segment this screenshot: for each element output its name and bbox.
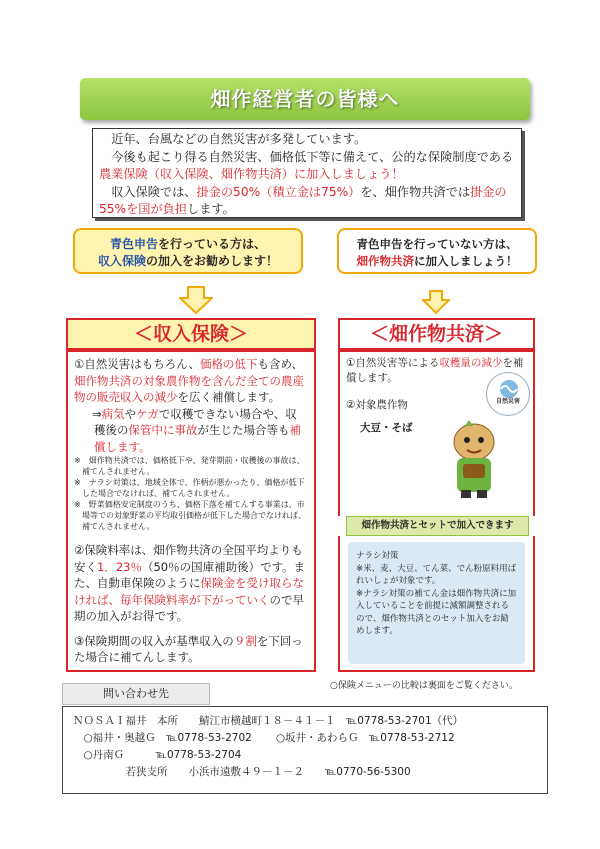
narashi-note: ※ナラシ対策の補てん金は畑作物共済に加入していることを前提に減額調整されるので、畑作物共済とのセット加入をお勧めします。 (356, 588, 517, 636)
arrow-down-icon (179, 286, 213, 314)
arrow-down-icon (422, 290, 450, 314)
intro-line: 今後も起こり得る自然災害、価格低下等に備えて、公的な保険制度である農業保険（収入保険、畑作物共済）に加入しましょう！ (99, 149, 514, 181)
intro-line: 近年、台風などの自然災害が多発しています。 (111, 132, 367, 146)
badge-label: 自然災害 (495, 398, 520, 405)
contact-box (62, 706, 548, 794)
income-point-3: ③保険期間の収入が基準収入の９割を下回った場合に補てんします。 (74, 633, 303, 664)
narashi-note: ※米、麦、大豆、てん菜、でん粉原料用ばれいしょが対象です。 (356, 563, 517, 586)
income-insurance-panel (66, 350, 316, 672)
page-title: 畑作経営者の皆様へ (210, 87, 400, 111)
income-point-1-detail: ⇒病気やケガで収穫できない場合や、収穫後の保管中に事故が生じた場合等も補償します。 (92, 406, 301, 454)
callout-no-blue-return: 青色申告を行っていない方は、 畑作物共済に加入しましょう！ (337, 228, 537, 274)
narashi-title: ナラシ対策 (356, 551, 399, 561)
income-note: ※ 畑作物共済では、価格低下や、発芽期前・収穫後の事故は、補てんされません。 (74, 456, 305, 476)
income-point-1: ①自然災害はもちろん、価格の低下も含め、畑作物共済の対象農作物を含んだ全ての農産物の販売収入の減少を広く補償します。 (74, 357, 304, 404)
nosai-mascot-icon (445, 420, 503, 500)
contact-row: ○福井・奥越Ｇ ℡0778-53-2702 ○坂井・あわらＧ ℡0778-53-2712 (83, 732, 455, 744)
contact-row: 若狭支所 小浜市遠敷４９－１－２ ℡0770-56-5300 (125, 766, 411, 778)
mutual-point-2: ②対象農作物 (346, 399, 408, 411)
income-note: ※ 野菜価格安定制度のうち、価格下落を補てんする事業は、市場等での対象野菜の平均取引価格が低下した場合でなければ、補てんされません。 (74, 500, 306, 531)
natural-disaster-badge-icon (486, 372, 530, 416)
income-point-2: ②保険料率は、畑作物共済の全国平均よりも安く1．23％（50％の国庫補助後）です。また、自動車保険のように保険金を受け取らなければ、毎年保険料率が下がっていくので早期の加入がお得です。 (74, 543, 306, 623)
narashi-info (348, 542, 525, 664)
target-crops: 大豆・そば (360, 422, 413, 434)
income-note: ※ ナラシ対策は、地域全体で、作柄が悪かったり、価格が低下した場合でなければ、補てんされません。 (74, 478, 305, 498)
set-enrollment-banner: 畑作物共済とセットで加入できます (346, 516, 529, 536)
contact-row: ○丹南Ｇ ℡0778-53-2704 (83, 749, 242, 761)
mutual-point-1: ①自然災害等による収穫量の減少を補償します。 (346, 357, 524, 384)
narashi-section (338, 536, 535, 672)
menu-comparison-note: ○保険メニューの比較は裏面をご覧ください。 (330, 681, 518, 691)
callout-blue-return: 青色申告を行っている方は、 収入保険の加入をお勧めします！ (73, 228, 303, 274)
contact-row: ＮＯＳＡＩ福井 本所 鯖江市横越町１８－４１－１ ℡0778-53-2701（代） (73, 715, 464, 727)
intro-line: 収入保険では、掛金の50%（積立金は75%）を、畑作物共済では掛金の55%を国が負担します。 (99, 184, 507, 216)
contact-title: 問い合わせ先 (62, 683, 210, 705)
income-insurance-title: ＜収入保険＞ (66, 318, 316, 350)
intro-box (92, 128, 522, 218)
crop-mutual-aid-title: ＜畑作物共済＞ (338, 318, 535, 350)
